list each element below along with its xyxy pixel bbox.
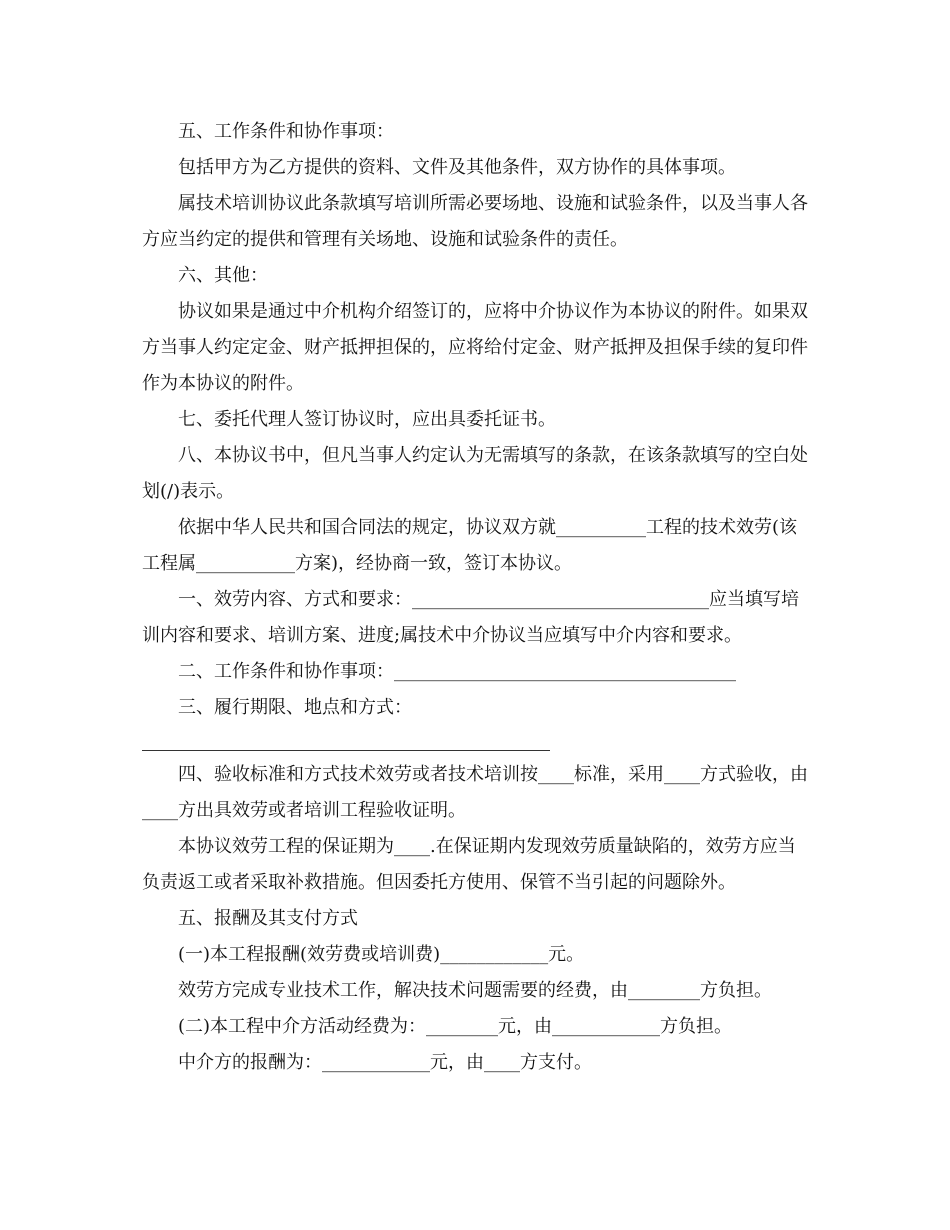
paragraph: 二、工作条件和协作事项：______________________________________ <box>178 661 736 682</box>
paragraph: 七、委托代理人签订协议时，应出具委托证书。 <box>178 409 556 430</box>
section-heading-other: 六、其他： <box>178 265 268 286</box>
document-body <box>142 114 812 1081</box>
paragraph: 效劳方完成专业技术工作，解决技术问题需要的经费，由________方负担。 <box>178 980 772 1001</box>
paragraph: (一)本工程报酬(效劳费或培训费)____________元。 <box>178 944 585 965</box>
paragraph: (二)本工程中介方活动经费为：________元，由____________方负担。 <box>178 1016 733 1037</box>
paragraph: 四、验收标准和方式技术效劳或者技术培训按____标准，采用____方式验收，由____方出具效劳或者培训工程验收证明。 <box>142 764 808 821</box>
paragraph: 包括甲方为乙方提供的资料、文件及其他条件，双方协作的具体事项。 <box>178 157 736 178</box>
paragraph: 协议如果是通过中介机构介绍签订的，应将中介协议作为本协议的附件。如果双方当事人约定定金、财产抵押担保的，应将给付定金、财产抵押及担保手续的复印件作为本协议的附件。 <box>142 301 808 394</box>
paragraph: 本协议效劳工程的保证期为____.在保证期内发现效劳质量缺陷的，效劳方应当负责返工或者采取补救措施。但因委托方使用、保管不当引起的问题除外。 <box>142 836 796 893</box>
paragraph: 八、本协议书中，但凡当事人约定认为无需填写的条款，在该条款填写的空白处划(/)表示。 <box>142 445 808 502</box>
section-heading-work-conditions: 五、工作条件和协作事项： <box>178 121 394 142</box>
paragraph: 中介方的报酬为：____________元，由____方支付。 <box>178 1052 592 1073</box>
paragraph: 依据中华人民共和国合同法的规定，协议双方就__________工程的技术效劳(该工程属___________方案)，经协商一致，签订本协议。 <box>142 517 798 574</box>
section-heading-payment: 五、报酬及其支付方式 <box>178 908 358 929</box>
paragraph: 一、效劳内容、方式和要求：_________________________________应当填写培训内容和要求、培训方案、进度;属技术中介协议当应填写中介内容和要求。 <box>142 589 799 646</box>
paragraph: 属技术培训协议此条款填写培训所需必要场地、设施和试验条件，以及当事人各方应当约定的提供和管理有关场地、设施和试验条件的责任。 <box>142 193 808 250</box>
paragraph: 三、履行期限、地点和方式： <box>178 697 412 718</box>
